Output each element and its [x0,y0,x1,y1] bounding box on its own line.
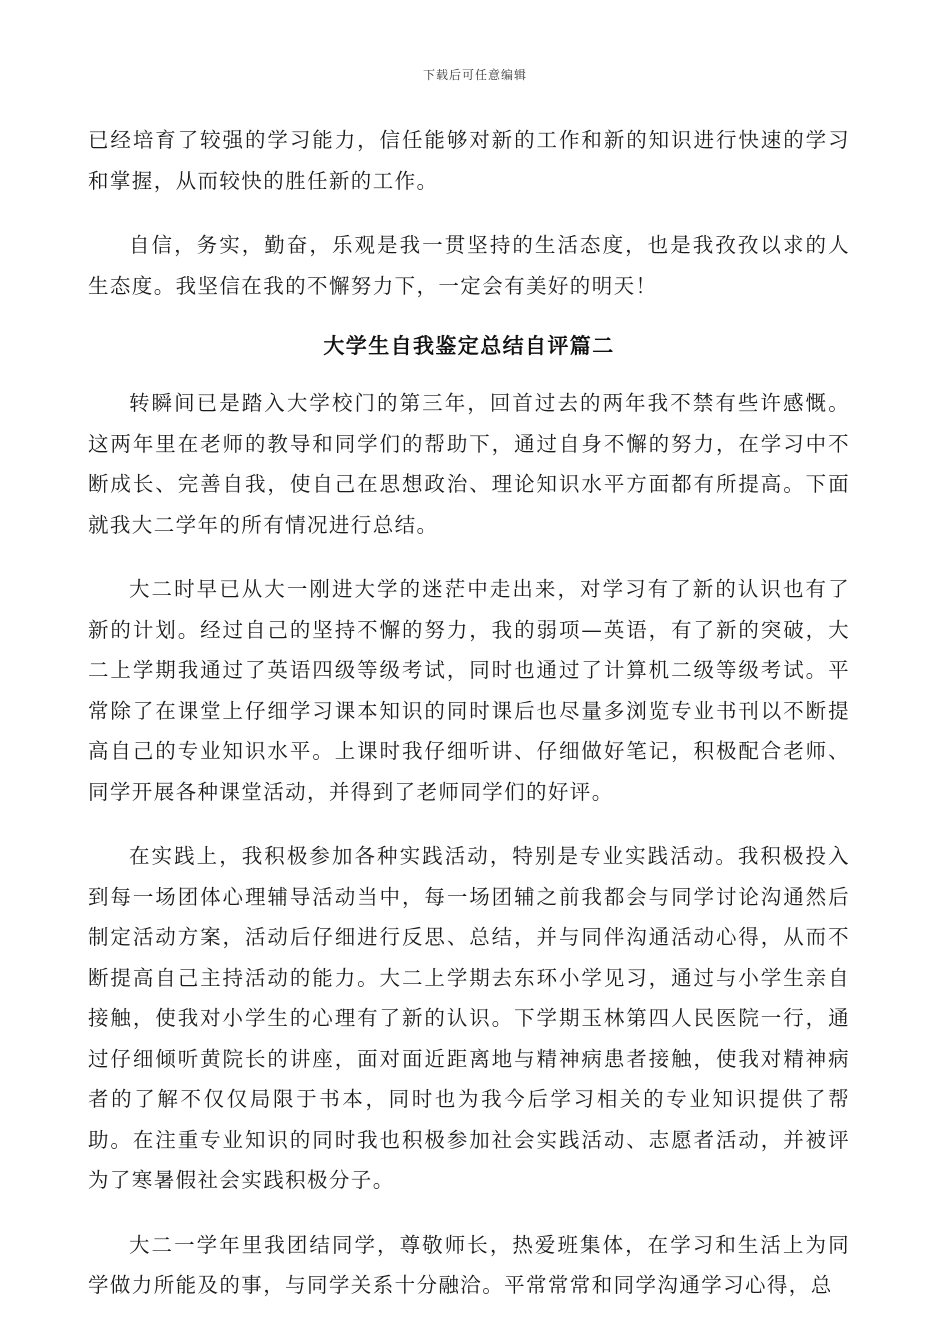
paragraph-study: 大二时早已从大一刚进大学的迷茫中走出来，对学习有了新的认识也有了新的计划。经过自己的坚持不懈的努力，我的弱项—英语，有了新的突破，大二上学期我通过了英语四级等级考试，同时也通过了计算机二级等级考试。平常除了在课堂上仔细学习课本知识的同时课后也尽量多浏览专业书刊以不断提高自己的专业知识水平。上课时我仔细听讲、仔细做好笔记，积极配合老师、同学开展各种课堂活动，并得到了老师同学们的好评。 [88,577,850,804]
paragraph-continuation: 已经培育了较强的学习能力，信任能够对新的工作和新的知识进行快速的学习和掌握，从而较快的胜任新的工作。 [88,128,850,193]
paragraph-attitude: 自信，务实，勤奋，乐观是我一贯坚持的生活态度，也是我孜孜以求的人生态度。我坚信在我的不懈努力下，一定会有美好的明天！ [88,233,850,298]
paragraph-relations: 大二一学年里我团结同学，尊敬师长，热爱班集体，在学习和生活上为同学做力所能及的事，与同学关系十分融洽。平常常常和同学沟通学习心得，总 [88,1232,850,1297]
document-body [88,120,850,1306]
paragraph-practice: 在实践上，我积极参加各种实践活动，特别是专业实践活动。我积极投入到每一场团体心理辅导活动当中，每一场团辅之前我都会与同学讨论沟通然后制定活动方案，活动后仔细进行反思、总结，并与同伴沟通活动心得，从而不断提高自己主持活动的能力。大二上学期去东环小学见习，通过与小学生亲自接触，使我对小学生的心理有了新的认识。下学期玉林第四人民医院一行，通过仔细倾听黄院长的讲座，面对面近距离地与精神病患者接触，使我对精神病者的了解不仅仅局限于书本，同时也为我今后学习相关的专业知识提供了帮助。在注重专业知识的同时我也积极参加社会实践活动、志愿者活动，并被评为了寒暑假社会实践积极分子。 [88,844,850,1192]
page-header-note: 下载后可任意编辑 [422,68,527,82]
paragraph-intro: 转瞬间已是踏入大学校门的第三年，回首过去的两年我不禁有些许感慨。这两年里在老师的教导和同学们的帮助下，通过自身不懈的努力，在学习中不断成长、完善自我，使自己在思想政治、理论知识水平方面都有所提高。下面就我大二学年的所有情况进行总结。 [88,391,850,537]
section-title: 大学生自我鉴定总结自评篇二 [323,334,615,358]
